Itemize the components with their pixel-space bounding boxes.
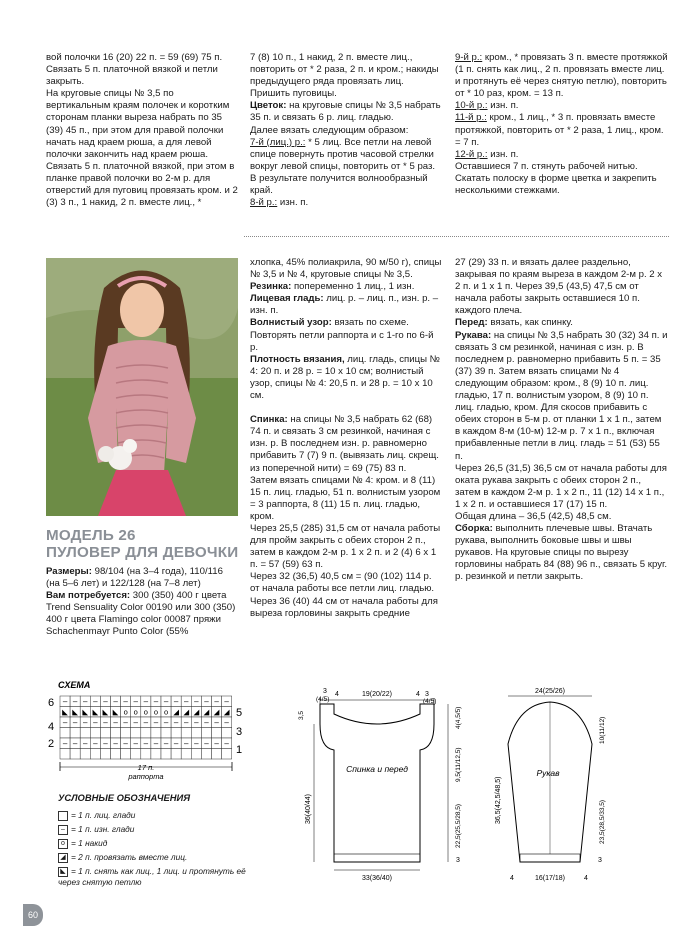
dimension-label: 24(25/26) [535, 688, 565, 695]
row-number: 4 [48, 721, 55, 733]
chart-symbol: – [194, 718, 199, 727]
chart-symbol: – [133, 739, 138, 748]
skp-icon: ◣ [58, 867, 68, 877]
row-label: 9-й р.: [455, 52, 483, 63]
pattern-sleeve [490, 684, 610, 884]
chart-symbol: – [214, 697, 219, 706]
chart-symbol: – [123, 697, 128, 706]
term-back: Спинка: [250, 414, 288, 426]
chart-cell [100, 749, 110, 760]
row-label: 11-й р.: [455, 112, 487, 124]
paragraph [46, 590, 238, 638]
chart-symbol: – [62, 718, 68, 727]
paragraph [250, 317, 443, 353]
chart-symbol: – [173, 718, 179, 727]
paragraph: Далее вязать следующим образом: [250, 124, 409, 136]
legend-text: = 1 п. лиц. глади [71, 810, 136, 820]
chart-symbol: – [103, 739, 108, 748]
text: на спицы № 3,5 набрать 62 (68) 74 п. и связать 3 см резинкой, начиная с изн. р. В последнем изн. р. равномерно прибавить 7 (7) 9 п. (вывязать лиц. скрещ. из поперечной нити) = 69 (75) 83 п. [250, 414, 439, 474]
chart-symbol: – [143, 718, 149, 727]
text-column-2-top [250, 52, 443, 209]
text-column-3-top [455, 52, 669, 197]
text: на спицы № 3,5 набрать 30 (32) 34 п. и связать 3 см резинкой, начиная с изн. р. В последнем р. равномерно прибавить 5 п. = 35 (37) 39 п. Затем вязать спицами № 4 следующим образом: кром., 8 (9) 10 п. лиц. гладью, 17 п. волнистым узором, 8 (9) 10 п. лиц. гладью, кром. Для скосов прибавить с обеих сторон в 5-м р. от планки 1 х 1 п., затем в каждом 8-м (10-м) 12-м р. 7 х 1 п., включая прибавленные петли в лиц. гладь = 51 (53) 55 п. [455, 329, 668, 462]
chart-grid [60, 696, 232, 759]
legend-text: = 1 п. снять как лиц., 1 лиц. и протянуть её через снятую петлю [58, 866, 246, 887]
paragraph [250, 197, 443, 209]
chart-symbol: o [123, 707, 128, 717]
chart-cell [121, 749, 131, 760]
dimension-label: 4(4,5/5) [455, 706, 462, 729]
term-assembly: Сборка: [455, 523, 493, 535]
yarn-over-icon: o [58, 839, 68, 849]
chart-symbol: – [133, 718, 138, 727]
piece-label: Рукав [536, 768, 560, 778]
term-sleeves: Рукава: [455, 329, 492, 341]
dimension-label: 22,5(25,5/28,5) [455, 803, 462, 848]
rib-band [520, 854, 580, 862]
chart-symbol: – [163, 697, 169, 706]
chart-symbol: – [93, 739, 98, 748]
chart-symbol: – [153, 739, 159, 748]
paragraph: Оставшиеся 7 п. стянуть рабочей нитью. Скатать полоску в форме цветка и закрепить несколькими стежками. [455, 160, 657, 197]
chart-symbol: – [204, 697, 209, 706]
chart-symbol: – [83, 697, 88, 706]
term-sizes: Размеры: [46, 566, 92, 577]
chart-symbol: – [93, 718, 98, 727]
text-column-2-bottom [250, 257, 443, 620]
text: выполнить плечевые швы. Втачать рукава, выполнить боковые швы и швы рукавов. На круговые спицы по вырезу горловины набрать 84 (88) 96 п., связать 5 круг. р. резинкой и петли закрыть. [455, 523, 668, 583]
chart-cell [171, 749, 181, 760]
chart-symbol: – [83, 718, 88, 727]
chart-symbol: – [194, 739, 199, 748]
chart-symbol: – [72, 739, 78, 748]
chart-symbol: – [204, 739, 209, 748]
chart-symbol: – [173, 697, 179, 706]
paragraph [250, 354, 443, 402]
chart-symbol: – [153, 718, 159, 727]
paragraph: Через 25,5 (285) 31,5 см от начала работы для пройм закрыть с обеих сторон 2 п., затем в каждом 2-м р. 1 х 2 п. и 2 (4) 6 х 1 п. = 57 (59) 63 п. [250, 522, 441, 571]
chart-symbol: ◣ [102, 707, 109, 717]
chart-symbol: ◣ [82, 707, 89, 717]
chart-symbol: – [103, 718, 108, 727]
model-name: ПУЛОВЕР ДЛЯ ДЕВОЧКИ [46, 544, 239, 561]
chart-title: СХЕМА [58, 680, 91, 690]
chart-symbol: – [83, 739, 88, 748]
paragraph [46, 566, 238, 590]
chart-symbol: – [163, 739, 169, 748]
chart-cell [171, 728, 181, 739]
chart-cell [70, 728, 80, 739]
legend-item [58, 852, 187, 863]
chart-cell [60, 728, 70, 739]
chart-cell [181, 749, 191, 760]
chart-cell [131, 728, 141, 739]
section-divider [244, 236, 669, 237]
legend-title: УСЛОВНЫЕ ОБОЗНАЧЕНИЯ [58, 792, 191, 803]
rib-band [334, 854, 420, 862]
paragraph [455, 330, 669, 463]
text: лиц. гладь, спицы № 4: 20 п. и 28 р. = 10 х 10 см; волнистый узор, спицы № 4: 20,5 п. и 28 р. = 10 х 10 см. [250, 353, 440, 402]
term-flower: Цветок: [250, 100, 287, 112]
chart-cell [111, 728, 121, 739]
chart-symbol: – [123, 718, 128, 727]
paragraph [250, 414, 443, 474]
paragraph: Общая длина – 36,5 (42,5) 48,5 см. [455, 510, 612, 522]
text: на круговые спицы № 3,5 набрать 35 п. и связать 6 р. лиц. гладью. [250, 100, 441, 124]
paragraph: Через 36 (40) 44 см от начала работы для выреза горловины закрыть средние [250, 595, 438, 619]
dimension-label: 36,5(42,5/48,5) [495, 776, 502, 824]
chart-cell [121, 728, 131, 739]
chart-symbol: – [113, 739, 118, 748]
row-number: 3 [236, 726, 243, 738]
term-stockinette: Лицевая гладь: [250, 293, 324, 305]
text: попеременно 1 лиц., 1 изн. [291, 281, 415, 293]
chart-symbol: – [224, 697, 229, 706]
chart-symbol: – [184, 718, 189, 727]
chart-cell [90, 749, 100, 760]
chart-symbol: – [204, 718, 209, 727]
chart-symbol: ◣ [62, 707, 68, 717]
chart-symbol: – [123, 739, 128, 748]
paragraph [455, 100, 669, 112]
chart-symbol: ◢ [203, 707, 210, 717]
chart-symbol: ◢ [193, 707, 200, 717]
chart-cell [151, 749, 161, 760]
model-specs [46, 566, 238, 639]
dimension-label: 4 [584, 875, 588, 882]
model-photo [46, 258, 238, 516]
term-gauge: Плотность вязания, [250, 353, 345, 365]
row-label: 8-й р.: [250, 197, 278, 209]
model-title [46, 527, 246, 561]
dimension-label: 10(11/12) [599, 716, 606, 744]
text: 98/104 (на 3–4 года), 110/116 (на 5–6 лет) и 122/128 (на 7–8 лет) [46, 566, 223, 590]
text: лиц. р. – лиц. п., изн. р. – изн. п. [250, 293, 439, 317]
chart-symbol: o [153, 707, 159, 717]
paragraph [455, 523, 669, 583]
chart-cell [80, 749, 90, 760]
dimension-label: 3 [425, 691, 429, 698]
chart-symbol: – [72, 697, 78, 706]
dimension-label: 3 [323, 688, 327, 695]
girl-illustration [46, 258, 238, 516]
text-column-3-bottom [455, 257, 669, 584]
page-number: 60 [23, 904, 43, 926]
row-label: 12-й р.: [455, 148, 488, 160]
chart-cell [141, 728, 151, 739]
chart-symbol: ◢ [173, 707, 180, 717]
back-front-outline [320, 704, 434, 862]
chart-symbol: – [113, 697, 118, 706]
chart-symbol: – [194, 697, 199, 706]
repeat-count: 17 п. [137, 763, 155, 772]
paragraph: Через 26,5 (31,5) 36,5 см от начала работы для оката рукава закрыть с обеих сторон 2 п., затем в каждом 2-м р. 1 х 2 п., 11 (12) 14 х 1 п., 1 х 2 п. и оставшиеся 17 (17) 15 п. [455, 462, 667, 510]
chart-symbol: – [72, 718, 78, 727]
row-number: 5 [236, 707, 243, 719]
dimension-label: 4 [416, 691, 420, 698]
pattern-back-front [288, 684, 478, 884]
knit-symbol-icon [58, 811, 68, 821]
row-number: 6 [48, 697, 55, 709]
dimension-label: 4 [335, 691, 339, 698]
text: изн. п. [277, 197, 309, 209]
chart-symbol: – [62, 739, 68, 748]
knitting-chart [40, 676, 245, 786]
legend-item [58, 824, 134, 835]
piece-label: Спинка и перед [346, 764, 408, 774]
dimension-label: 16(17/18) [535, 875, 565, 882]
chart-cell [181, 728, 191, 739]
chart-symbol: o [133, 707, 138, 717]
chart-symbol: – [62, 697, 68, 706]
paragraph: Через 32 (36,5) 40,5 см = (90 (102) 114 р. от начала работы все петли лиц. гладью. [250, 571, 435, 595]
chart-cell [201, 728, 211, 739]
paragraph [455, 52, 669, 100]
chart-cell [222, 728, 232, 739]
chart-symbol: – [143, 739, 149, 748]
chart-cell [161, 728, 171, 739]
chart-cell [100, 728, 110, 739]
paragraph [455, 317, 669, 329]
chart-symbol: – [214, 718, 219, 727]
paragraph [250, 281, 443, 293]
paragraph: 27 (29) 33 п. и вязать далее раздельно, закрывая по краям выреза в каждом 2-м р. 2 х 2 п. и 1 х 1 п. Через 39,5 (43,5) 47,5 см от начала работы закрыть оставшиеся 10 п. каждого плеча. [455, 257, 663, 317]
purl-symbol-icon: – [58, 825, 68, 835]
row-number: 1 [236, 744, 243, 756]
dimension-label: (4/5) [423, 698, 437, 705]
text: * 5 лиц. Все петли на левой спице повернуть против часовой стрелки вокруг левой спицы, повторить от * 5 раз. В результате получится волнообразный край. [250, 136, 436, 197]
term-wave: Волнистый узор: [250, 317, 332, 329]
chart-symbol: – [184, 697, 189, 706]
chart-cell [151, 728, 161, 739]
chart-cell [212, 728, 222, 739]
legend-item [58, 838, 107, 849]
dimension-label: 3,5 [298, 710, 305, 720]
chart-cell [70, 749, 80, 760]
dimension-label: (4/5) [316, 696, 330, 703]
chart-symbol: – [214, 739, 219, 748]
chart-symbol: ◣ [92, 707, 99, 717]
text: вязать, как спинку. [487, 317, 573, 329]
dimension-label: 36(40/44) [305, 794, 312, 824]
dimension-label: 3 [598, 857, 602, 864]
paragraph [455, 149, 669, 161]
chart-symbol: – [93, 697, 98, 706]
text: кром., 1 лиц., * 3 п. провязать вместе протяжкой, повторить от * 2 раза, 1 лиц., кром. = 7 п. [455, 112, 664, 148]
chart-cell [141, 749, 151, 760]
chart-cell [111, 749, 121, 760]
legend-item [58, 866, 268, 887]
paragraph: 7 (8) 10 п., 1 накид, 2 п. вместе лиц., повторить от * 2 раза, 2 п. и кром.; накиды предыдущего ряда провязать лиц. Пришить пуговицы. [250, 52, 439, 100]
chart-symbol: ◣ [112, 707, 119, 717]
paragraph [250, 100, 443, 124]
paragraph [455, 112, 669, 148]
chart-symbol: – [113, 718, 118, 727]
chart-symbol: o [143, 707, 148, 717]
chart-cell [131, 749, 141, 760]
chart-symbol: – [103, 697, 108, 706]
chart-cell [191, 728, 201, 739]
dimension-label: 33(36/40) [362, 875, 392, 882]
term-front: Перед: [455, 317, 488, 329]
paragraph: На круговые спицы № 3,5 по вертикальным краям полочек и коротким сторонам планки выреза набрать по 35 (39) 45 п., при этом для правой полочки начать над краем рюша, а для левой полочки закончить над краем рюша. Связать 5 п. платочной вязкой, при этом в планке правой полочки во 2-м р. для отверстий для пуговиц провязать кром. и 2 (3) 3 п., 1 накид, 2 п. вместе лиц., * [46, 88, 238, 209]
legend-text: = 1 п. изн. глади [71, 824, 135, 834]
chart-symbol: – [143, 697, 149, 706]
chart-symbol: – [184, 739, 189, 748]
chart-cell [222, 749, 232, 760]
text: вязать по схеме. Повторять петли раппорта и с 1-го по 6-й р. [250, 317, 434, 353]
dimension-label: 23,5(28,5/33,5) [599, 799, 606, 844]
text: 300 (350) 400 г цвета Trend Sensuality Color 00190 или 300 (350) 400 г цвета Flamingo color 00087 пряжи Schachenmayr Punto Color (55% [46, 590, 236, 638]
k2tog-icon: ◢ [58, 853, 68, 863]
paragraph: хлопка, 45% полиакрила, 90 м/50 г), спицы № 3,5 и № 4, круговые спицы № 3,5. [250, 257, 442, 281]
chart-cell [191, 749, 201, 760]
row-number: 2 [48, 738, 55, 750]
dimension-label: 4 [510, 875, 514, 882]
chart-symbol: – [224, 718, 229, 727]
chart-symbol: – [224, 739, 229, 748]
text: изн. п. [487, 100, 519, 112]
model-number: МОДЕЛЬ 26 [46, 527, 136, 544]
chart-symbol: – [163, 718, 169, 727]
row-label: 10-й р.: [455, 100, 488, 112]
paragraph [250, 137, 443, 197]
chart-cell [161, 749, 171, 760]
term-materials: Вам потребуется: [46, 590, 131, 602]
legend-item [58, 810, 135, 821]
chart-cell [201, 749, 211, 760]
legend-text: = 1 накид [71, 838, 108, 848]
chart-symbol: ◣ [72, 707, 79, 717]
dimension-label: 19(20/22) [362, 691, 392, 698]
chart-symbol: ◢ [223, 707, 230, 717]
row-label: 7-й (лиц.) р.: [250, 136, 306, 148]
term-rib: Резинка: [250, 281, 292, 293]
dimension-label: 3 [456, 857, 460, 864]
chart-cell [90, 728, 100, 739]
chart-symbol: ◢ [213, 707, 220, 717]
text: изн. п. [487, 148, 519, 160]
text: кром., * провязать 3 п. вместе протяжкой (1 п. снять как лиц., 2 п. провязать вместе лиц. и протянуть её через снятую петлю), повторить от * 10 раз, кром. = 13 п. [455, 52, 668, 100]
chart-symbol: ◢ [183, 707, 190, 717]
legend-text: = 2 п. провязать вместе лиц. [71, 852, 188, 862]
chart-symbol: o [163, 707, 169, 717]
chart-cell [80, 728, 90, 739]
chart-cell [212, 749, 222, 760]
dimension-label: 9,5(11/12,5) [455, 747, 462, 782]
paragraph [250, 293, 443, 317]
chart-symbol: – [153, 697, 159, 706]
chart-symbol: – [173, 739, 179, 748]
chart-symbol: – [133, 697, 138, 706]
repeat-label: раппорта [128, 772, 164, 781]
paragraph: Затем вязать спицами № 4: кром. и 8 (11) 15 п. лиц. гладью, 51 п. волнистым узором = 3 раппорта, 8 (11) 15 п. лиц. гладью, кром. [250, 474, 441, 522]
text-column-1-top [46, 52, 238, 209]
paragraph: вой полочки 16 (20) 22 п. = 59 (69) 75 п. Связать 5 п. платочной вязкой и петли закрыть. [46, 52, 223, 88]
chart-cell [60, 749, 70, 760]
